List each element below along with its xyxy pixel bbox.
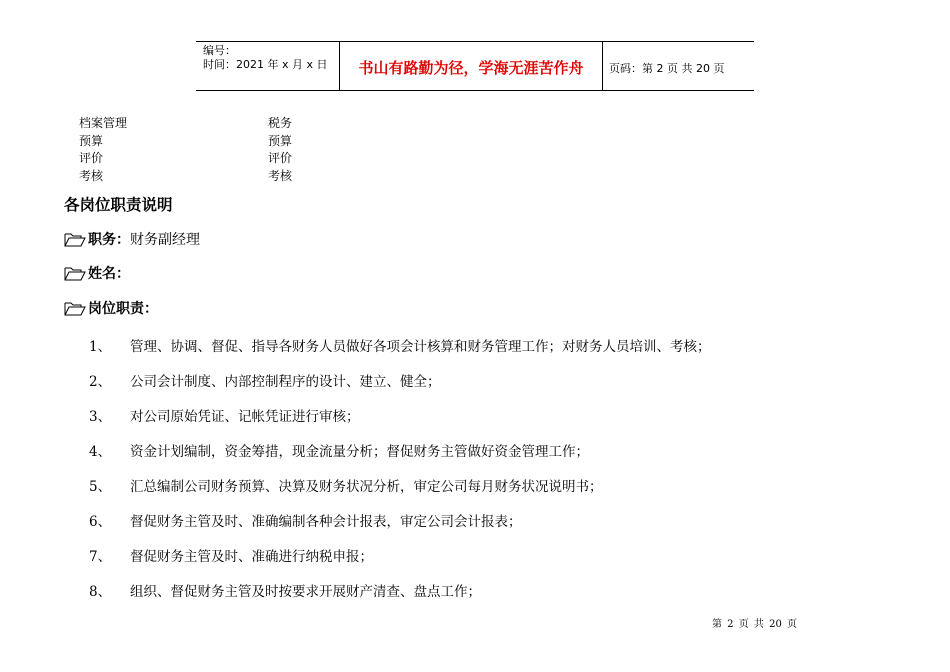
duty-number: 7、 xyxy=(89,549,112,565)
grid-row xyxy=(79,115,292,133)
duty-item xyxy=(89,370,441,390)
duty-number: 5、 xyxy=(89,479,112,495)
duty-text: 管理、协调、督促、指导各财务人员做好各项会计核算和财务管理工作；对财务人员培训、考核； xyxy=(130,339,711,355)
grid-row xyxy=(79,150,292,168)
header-divider xyxy=(602,42,603,90)
folder-icon xyxy=(64,231,86,247)
duty-number: 2、 xyxy=(89,374,112,390)
duty-item xyxy=(89,335,711,355)
duty-number: 8、 xyxy=(89,584,112,600)
field-label: 姓名： xyxy=(88,266,130,282)
header-meta xyxy=(203,44,328,72)
page-footer: 第 2 页 共 20 页 xyxy=(712,619,797,630)
grid-cell: 评价 xyxy=(268,151,293,165)
page-header xyxy=(196,41,754,91)
header-motto: 书山有路勤为径，学海无涯苦作舟 xyxy=(358,59,584,77)
duty-text: 资金计划编制，资金筹措，现金流量分析；督促财务主管做好资金管理工作； xyxy=(130,444,589,460)
grid-cell: 考核 xyxy=(79,168,104,183)
field-position xyxy=(64,229,200,249)
duty-text: 督促财务主管及时、准确进行纳税申报； xyxy=(130,549,373,565)
duty-text: 公司会计制度、内部控制程序的设计、建立、健全； xyxy=(130,374,441,390)
duty-number: 1、 xyxy=(89,339,112,355)
grid-cell: 预算 xyxy=(79,133,104,148)
department-grid xyxy=(79,115,292,185)
duty-text: 对公司原始凭证、记帐凭证进行审核； xyxy=(130,409,360,425)
field-duties xyxy=(64,298,158,318)
folder-icon xyxy=(64,300,86,316)
duty-text: 督促财务主管及时、准确编制各种会计报表，审定公司会计报表； xyxy=(130,514,522,530)
header-time: 时间：2021 年 x 月 x 日 xyxy=(203,58,328,71)
grid-cell: 预算 xyxy=(268,133,293,148)
duty-number: 3、 xyxy=(89,409,112,425)
duty-item xyxy=(89,405,360,425)
field-label: 职务： xyxy=(88,232,130,248)
grid-cell: 考核 xyxy=(268,168,293,183)
grid-cell: 税务 xyxy=(268,116,293,130)
duty-number: 4、 xyxy=(89,444,112,460)
duty-text: 组织、督促财务主管及时按要求开展财产清查、盘点工作； xyxy=(130,584,481,600)
duty-item xyxy=(89,580,481,600)
section-title: 各岗位职责说明 xyxy=(64,196,173,214)
duty-item xyxy=(89,475,603,495)
grid-row xyxy=(79,133,292,151)
header-page-number: 页码：第 2 页 共 20 页 xyxy=(609,62,725,75)
duty-text: 汇总编制公司财务预算、决算及财务状况分析，审定公司每月财务状况说明书； xyxy=(130,479,603,495)
header-number: 编号： xyxy=(203,44,236,57)
duty-item xyxy=(89,440,589,460)
duty-number: 6、 xyxy=(89,514,112,530)
folder-icon xyxy=(64,265,86,281)
duty-item xyxy=(89,545,373,565)
field-value: 财务副经理 xyxy=(130,232,200,248)
duty-item xyxy=(89,510,522,530)
grid-cell: 评价 xyxy=(79,151,104,165)
grid-row xyxy=(79,168,292,186)
field-label: 岗位职责： xyxy=(88,301,158,317)
field-name xyxy=(64,263,130,283)
grid-cell: 档案管理 xyxy=(79,116,128,130)
